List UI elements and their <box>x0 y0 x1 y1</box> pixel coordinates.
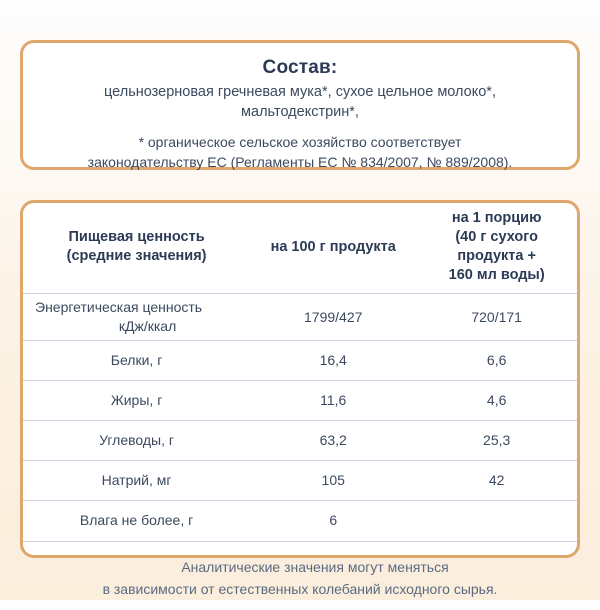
column-header-per-serving-line-2: (40 г сухого <box>455 229 538 245</box>
column-header-nutrient-line-2: (средние значения) <box>66 248 207 264</box>
row-value-energy-per-100g: 1799/427 <box>250 294 416 341</box>
row-label-sodium: Натрий, мг <box>23 461 250 501</box>
table-row <box>23 461 577 501</box>
composition-ingredients <box>41 82 559 122</box>
composition-ingredients-line-1: цельнозерновая гречневая мука*, сухое цельное молоко*, <box>104 84 496 100</box>
column-header-per-100g <box>250 203 416 294</box>
row-value-moisture-per-serving <box>416 501 577 541</box>
analytical-values-note <box>23 541 577 610</box>
row-value-energy-per-serving: 720/171 <box>416 294 577 341</box>
column-header-nutrient <box>23 203 250 294</box>
row-value-protein-per-100g: 16,4 <box>250 341 416 381</box>
table-row <box>23 341 577 381</box>
row-label-energy-line-1: Энергетическая ценность <box>35 299 203 315</box>
nutrition-facts-card <box>20 200 580 597</box>
row-value-moisture-per-100g: 6 <box>250 501 416 541</box>
column-header-per-serving <box>416 203 577 294</box>
nutrition-table-body <box>23 294 577 541</box>
analytical-values-note-line-1: Аналитические значения могут меняться <box>181 558 449 575</box>
composition-card <box>20 40 580 170</box>
row-label-energy-line-2: кДж/ккал <box>118 318 177 334</box>
column-header-per-100g-label: на 100 г продукта <box>270 238 396 255</box>
table-row <box>23 421 577 461</box>
composition-organic-note-line-1: * органическое сельское хозяйство соответствует <box>138 134 462 150</box>
row-value-sodium-per-100g: 105 <box>250 461 416 501</box>
row-value-fat-per-serving: 4,6 <box>416 381 577 421</box>
composition-organic-note <box>41 132 559 172</box>
column-header-per-serving-line-4: 160 мл воды) <box>448 267 545 283</box>
column-header-nutrient-line-1: Пищевая ценность <box>68 229 205 245</box>
row-value-carbohydrate-per-serving: 25,3 <box>416 421 577 461</box>
row-value-fat-per-100g: 11,6 <box>250 381 416 421</box>
table-row <box>23 501 577 541</box>
nutrition-table <box>23 203 577 541</box>
table-row <box>23 381 577 421</box>
row-value-carbohydrate-per-100g: 63,2 <box>250 421 416 461</box>
nutrition-table-head <box>23 203 577 294</box>
row-value-protein-per-serving: 6,6 <box>416 341 577 381</box>
row-label-energy <box>23 294 250 341</box>
composition-organic-note-line-2: законодательству ЕС (Регламенты ЕС № 834/2007, № 889/2008). <box>87 154 513 170</box>
row-label-protein: Белки, г <box>23 341 250 381</box>
composition-ingredients-line-2: мальтодекстрин*, <box>241 104 359 120</box>
table-row <box>23 294 577 341</box>
row-label-moisture: Влага не более, г <box>23 501 250 541</box>
table-header-row <box>23 203 577 294</box>
column-header-per-serving-line-3: продукта + <box>457 248 536 264</box>
row-value-sodium-per-serving: 42 <box>416 461 577 501</box>
column-header-per-serving-line-1: на 1 порцию <box>451 210 542 226</box>
row-label-carbohydrate: Углеводы, г <box>23 421 250 461</box>
row-label-fat: Жиры, г <box>23 381 250 421</box>
composition-title: Состав: <box>262 57 338 78</box>
analytical-values-note-line-2: в зависимости от естественных колебаний исходного сырья. <box>102 580 498 597</box>
